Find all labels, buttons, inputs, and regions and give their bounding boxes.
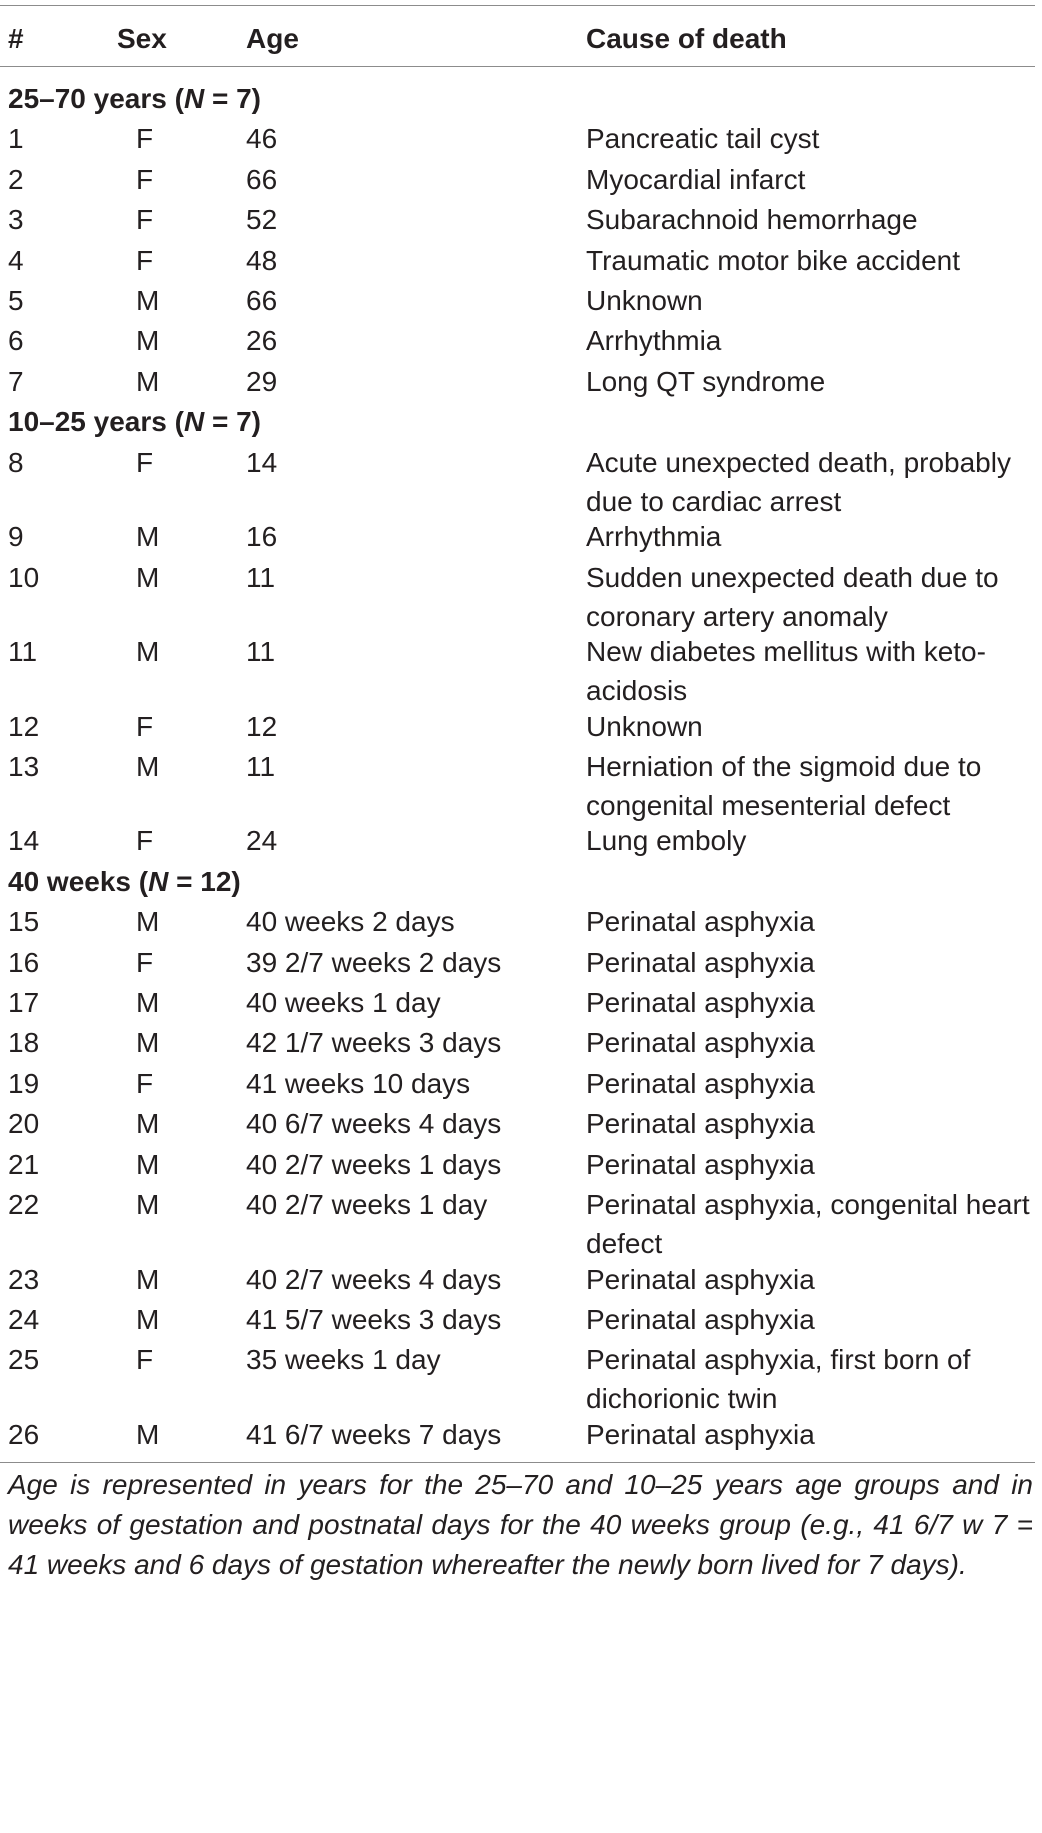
row-num: 10 <box>8 561 40 593</box>
row-age: 29 <box>246 365 278 397</box>
row-num: 13 <box>8 750 40 782</box>
row-sex: M <box>136 636 160 667</box>
row-age: 40 2/7 weeks 1 days <box>246 1148 502 1180</box>
row-num: 21 <box>8 1148 40 1180</box>
row-num: 7 <box>8 365 24 397</box>
row-num: 26 <box>8 1418 40 1450</box>
row-num: 24 <box>8 1303 40 1335</box>
row-sex: M <box>136 521 160 553</box>
row-num: 18 <box>8 1027 40 1059</box>
table-footnote: Age is represented in years for the 25–70 and 10–25 years age groups and in weeks of gestation and postnatal days for the 40 weeks group (e.g., 41 6/7 w 7 = 41 weeks and 6 days of gestation whereafter the newly born lived for 7 days). <box>8 1469 1033 1580</box>
row-age: 40 2/7 weeks 1 day <box>246 1189 488 1220</box>
row-cause: Unknown <box>586 710 703 742</box>
row-cause: Perinatal asphyxia <box>586 1027 815 1059</box>
row-sex: M <box>136 1263 160 1295</box>
row-sex: M <box>136 365 160 397</box>
row-sex: F <box>136 446 154 478</box>
row-age: 11 <box>246 750 276 782</box>
row-num: 6 <box>8 325 24 357</box>
row-num: 19 <box>8 1067 40 1099</box>
row-num: 5 <box>8 285 24 316</box>
row-age: 66 <box>246 285 278 316</box>
header-num: # <box>8 23 24 54</box>
row-sex: F <box>136 163 154 195</box>
group-label <box>8 402 261 441</box>
row-num: 22 <box>8 1189 40 1220</box>
row-sex: M <box>136 325 160 357</box>
group-label-prefix: 40 weeks ( <box>8 865 149 897</box>
row-num: 23 <box>8 1263 40 1295</box>
row-age: 26 <box>246 325 278 357</box>
row-num: 11 <box>8 636 38 667</box>
row-sex: M <box>136 1303 160 1335</box>
row-cause: Myocardial infarct <box>586 163 806 195</box>
row-cause: Unknown <box>586 285 703 316</box>
group-label-suffix: = 7) <box>204 406 261 438</box>
row-age: 41 5/7 weeks 3 days <box>246 1303 502 1335</box>
row-cause: Perinatal asphyxia, congenital heart defect <box>586 1189 1030 1259</box>
group-label-suffix: = 12) <box>168 865 241 897</box>
row-age: 46 <box>246 123 278 155</box>
row-sex: M <box>136 1108 160 1140</box>
bottom-rule <box>0 1462 1035 1463</box>
group-label-n: N <box>148 865 169 897</box>
row-num: 20 <box>8 1108 40 1140</box>
row-cause: Perinatal asphyxia, first born of dichorionic twin <box>586 1344 971 1415</box>
row-sex: F <box>136 123 154 155</box>
row-age: 35 weeks 1 day <box>246 1344 441 1376</box>
row-num: 17 <box>8 987 40 1018</box>
row-cause: Perinatal asphyxia <box>586 1303 815 1335</box>
row-age: 41 weeks 10 days <box>246 1067 471 1099</box>
row-sex: M <box>136 285 160 316</box>
row-age: 40 6/7 weeks 4 days <box>246 1108 502 1140</box>
row-num: 4 <box>8 244 24 276</box>
row-cause: Perinatal asphyxia <box>586 1418 815 1450</box>
group-label-suffix: = 7) <box>204 83 261 114</box>
row-sex: F <box>136 1344 154 1376</box>
row-cause: Perinatal asphyxia <box>586 1108 815 1140</box>
row-age: 42 1/7 weeks 3 days <box>246 1027 502 1059</box>
row-num: 12 <box>8 710 40 742</box>
row-num: 2 <box>8 163 24 195</box>
row-age: 16 <box>246 521 278 553</box>
row-num: 16 <box>8 946 40 978</box>
row-age: 12 <box>246 710 278 742</box>
row-sex: M <box>136 1418 160 1450</box>
row-age: 40 weeks 2 days <box>246 906 455 938</box>
row-num: 1 <box>8 123 24 155</box>
row-age: 52 <box>246 204 278 236</box>
row-sex: F <box>136 204 154 236</box>
row-cause: Perinatal asphyxia <box>586 1148 815 1180</box>
group-label-n: N <box>183 83 205 114</box>
row-cause: Herniation of the sigmoid due to congenital mesenterial defect <box>586 750 982 821</box>
row-cause: Perinatal asphyxia <box>586 987 815 1018</box>
row-num: 8 <box>8 446 24 478</box>
row-sex: F <box>136 946 154 978</box>
row-cause: Perinatal asphyxia <box>586 946 815 978</box>
row-num: 9 <box>8 521 24 553</box>
row-age: 41 6/7 weeks 7 days <box>246 1418 502 1450</box>
row-cause: Subarachnoid hemorrhage <box>586 204 918 236</box>
row-age: 48 <box>246 244 278 276</box>
row-sex: F <box>136 244 154 276</box>
row-age: 14 <box>246 446 278 478</box>
row-cause: Perinatal asphyxia <box>586 1263 815 1295</box>
row-sex: M <box>136 750 160 782</box>
header-cause: Cause of death <box>586 23 787 54</box>
header-age: Age <box>246 23 299 54</box>
row-age: 40 weeks 1 day <box>246 987 441 1018</box>
top-rule <box>0 5 1035 6</box>
row-sex: M <box>136 906 160 938</box>
row-cause: Acute unexpected death, probably due to cardiac arrest <box>586 446 1011 517</box>
row-age: 24 <box>246 825 278 857</box>
row-sex: M <box>136 1027 160 1059</box>
group-label-prefix: 25–70 years ( <box>8 83 184 114</box>
row-sex: M <box>136 1189 160 1220</box>
row-sex: F <box>136 710 154 742</box>
row-sex: M <box>136 1148 160 1180</box>
row-age: 66 <box>246 163 278 195</box>
row-cause: Perinatal asphyxia <box>586 906 815 938</box>
row-age: 39 2/7 weeks 2 days <box>246 946 502 978</box>
row-age: 11 <box>246 636 276 667</box>
header-rule <box>0 66 1035 67</box>
group-label <box>8 862 241 901</box>
row-num: 15 <box>8 906 40 938</box>
row-cause: Arrhythmia <box>586 325 722 357</box>
group-label-n: N <box>183 406 205 438</box>
row-sex: F <box>136 1067 154 1099</box>
row-cause: Arrhythmia <box>586 521 722 553</box>
row-cause: Perinatal asphyxia <box>586 1067 815 1099</box>
row-cause: Pancreatic tail cyst <box>586 123 820 155</box>
row-sex: M <box>136 987 160 1018</box>
row-num: 25 <box>8 1344 40 1376</box>
row-age: 40 2/7 weeks 4 days <box>246 1263 502 1295</box>
row-sex: F <box>136 825 154 857</box>
group-label-prefix: 10–25 years ( <box>8 406 184 438</box>
row-num: 3 <box>8 204 24 236</box>
row-num: 14 <box>8 825 40 857</box>
row-sex: M <box>136 561 160 593</box>
row-cause: Long QT syndrome <box>586 365 826 397</box>
header-sex: Sex <box>117 23 167 54</box>
row-cause: New diabetes mellitus with keto-acidosis <box>586 636 986 706</box>
row-age: 11 <box>246 561 276 593</box>
row-cause: Traumatic motor bike accident <box>586 244 960 276</box>
row-cause: Lung emboly <box>586 825 747 857</box>
row-cause: Sudden unexpected death due to coronary artery anomaly <box>586 561 999 632</box>
group-label <box>8 79 261 118</box>
